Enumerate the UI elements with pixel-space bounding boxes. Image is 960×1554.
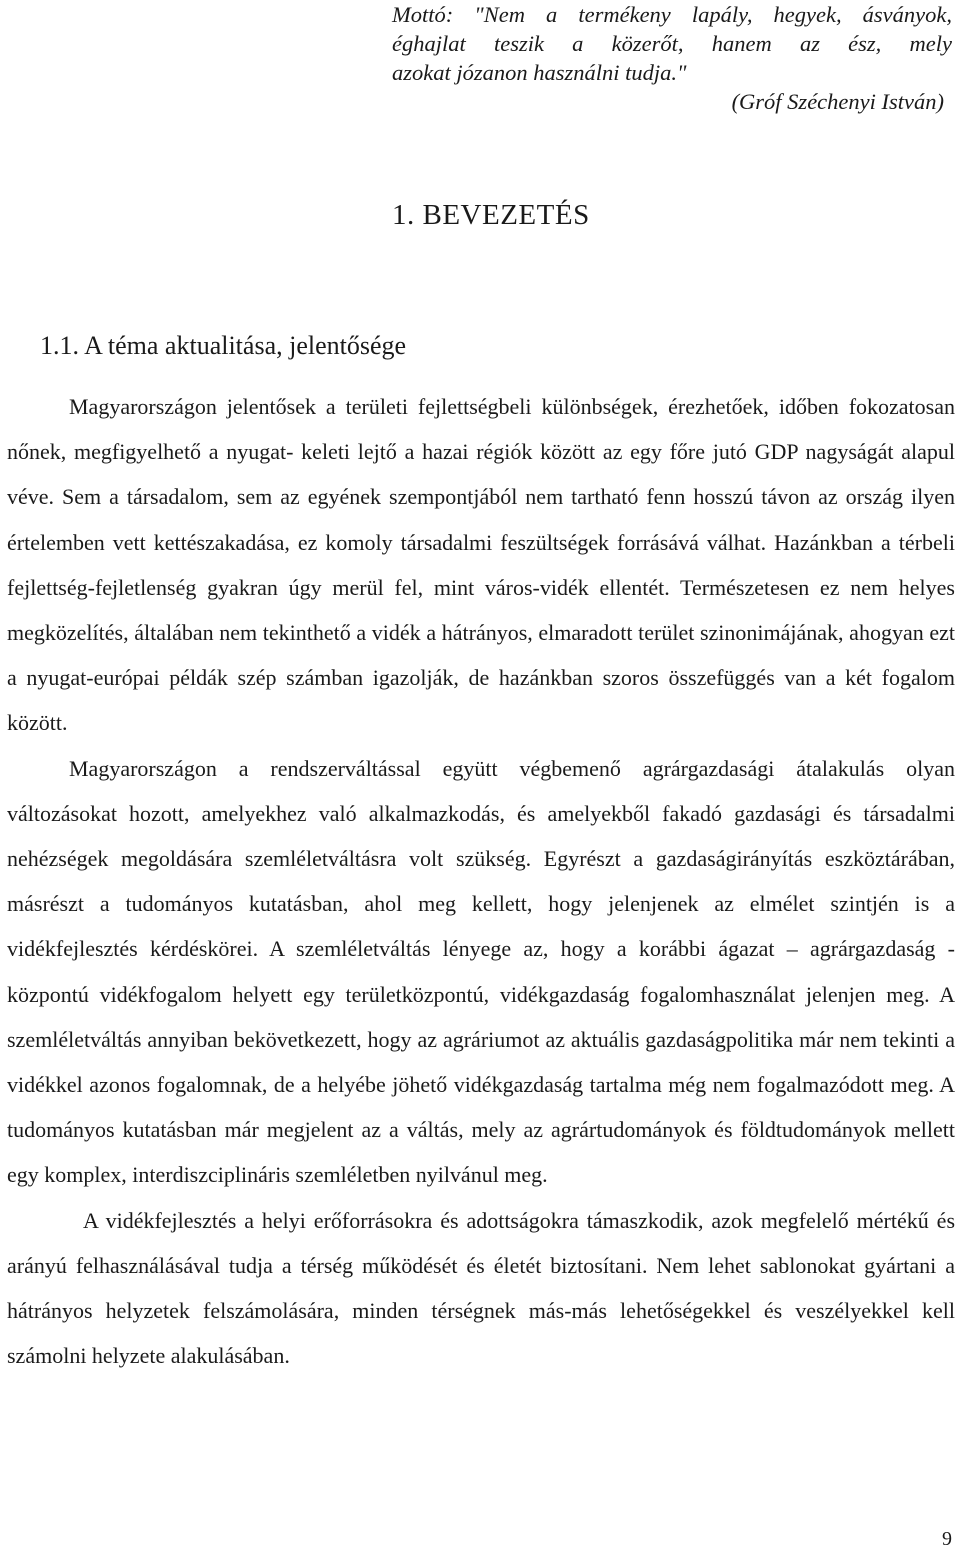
motto-line: éghajlat teszik a közerőt, hanem az ész, mely xyxy=(392,31,952,56)
paragraph: Magyarországon jelentősek a területi fejlettségbeli különbségek, érezhetőek, időben fokozatosan nőnek, megfigyelhető a nyugat- keleti lejtő a hazai régiók között az egy főre jutó GDP nagyságát alapul véve. Sem a társadalom, sem az egyének szempontjából nem tartható fenn hosszú távon az ország ilyen értelemben vett kettészakadása, ez komoly társadalmi feszültségek forrásává válhat. Hazánkban a térbeli fejlettség-fejletlenség gyakran úgy merül fel, mint város-vidék ellentét. Természetesen ez nem helyes megközelítés, általában nem tekinthető a vidék a hátrányos, elmaradott terület szinonimájának, ahogyan ezt a nyugat-európai példák szép számban igazolják, de hazánkban szoros összefüggés van a két fogalom között. xyxy=(7,394,955,736)
page-number: 9 xyxy=(942,1528,952,1550)
paragraph: Magyarországon a rendszerváltással együtt végbemenő agrárgazdasági átalakulás olyan változásokat hozott, amelyekhez való alkalmazkodás, és amelyekből fakadó gazdasági és társadalmi nehézségek megoldására szemléletváltásra volt szükség. Egyrészt a gazdaságirányítás eszköztárában, másrészt a tudományos kutatásban, ahol meg kellett, hogy jelenjenek az elmélet szintjén is a vidékfejlesztés kérdéskörei. A szemléletváltás lényege az, hogy a korábbi ágazat – agrárgazdaság - központú vidékfogalom helyett egy területközpontú, vidékgazdaság fogalomhasználat jelenjen meg. A szemléletváltás annyiban bekövetkezett, hogy az agráriumot az aktuális gazdaságpolitika már nem tekinti a vidékkel azonos fogalomnak, de a helyébe jöhető vidékgazdaság tartalma még nem fogalmazódott meg. A tudományos kutatásban már megjelent az a váltás, mely az agrártudományok és földtudományok mellett egy komplex, interdiszciplináris szemléletben nyilvánul meg. xyxy=(7,755,955,1188)
motto-line: azokat józanon használni tudja." xyxy=(392,60,687,85)
motto xyxy=(392,0,952,116)
paragraph: A vidékfejlesztés a helyi erőforrásokra és adottságokra támaszkodik, azok megfelelő mértékű és arányú felhasználásával tudja a térség működését és életét biztosítani. Nem lehet sablonokat gyártani a hátrányos helyzetek felszámolására, minden térségnek más-más lehetőségekkel és veszélyekkel kell számolni helyzete alakulásában. xyxy=(7,1207,955,1369)
section-title: 1.1. A téma aktualitása, jelentősége xyxy=(40,331,407,360)
motto-line: Mottó: "Nem a termékeny lapály, hegyek, ásványok, xyxy=(392,2,952,27)
body-text xyxy=(7,384,955,1378)
motto-signature: (Gróf Széchenyi István) xyxy=(731,89,944,114)
chapter-title: 1. BEVEZETÉS xyxy=(392,199,590,231)
